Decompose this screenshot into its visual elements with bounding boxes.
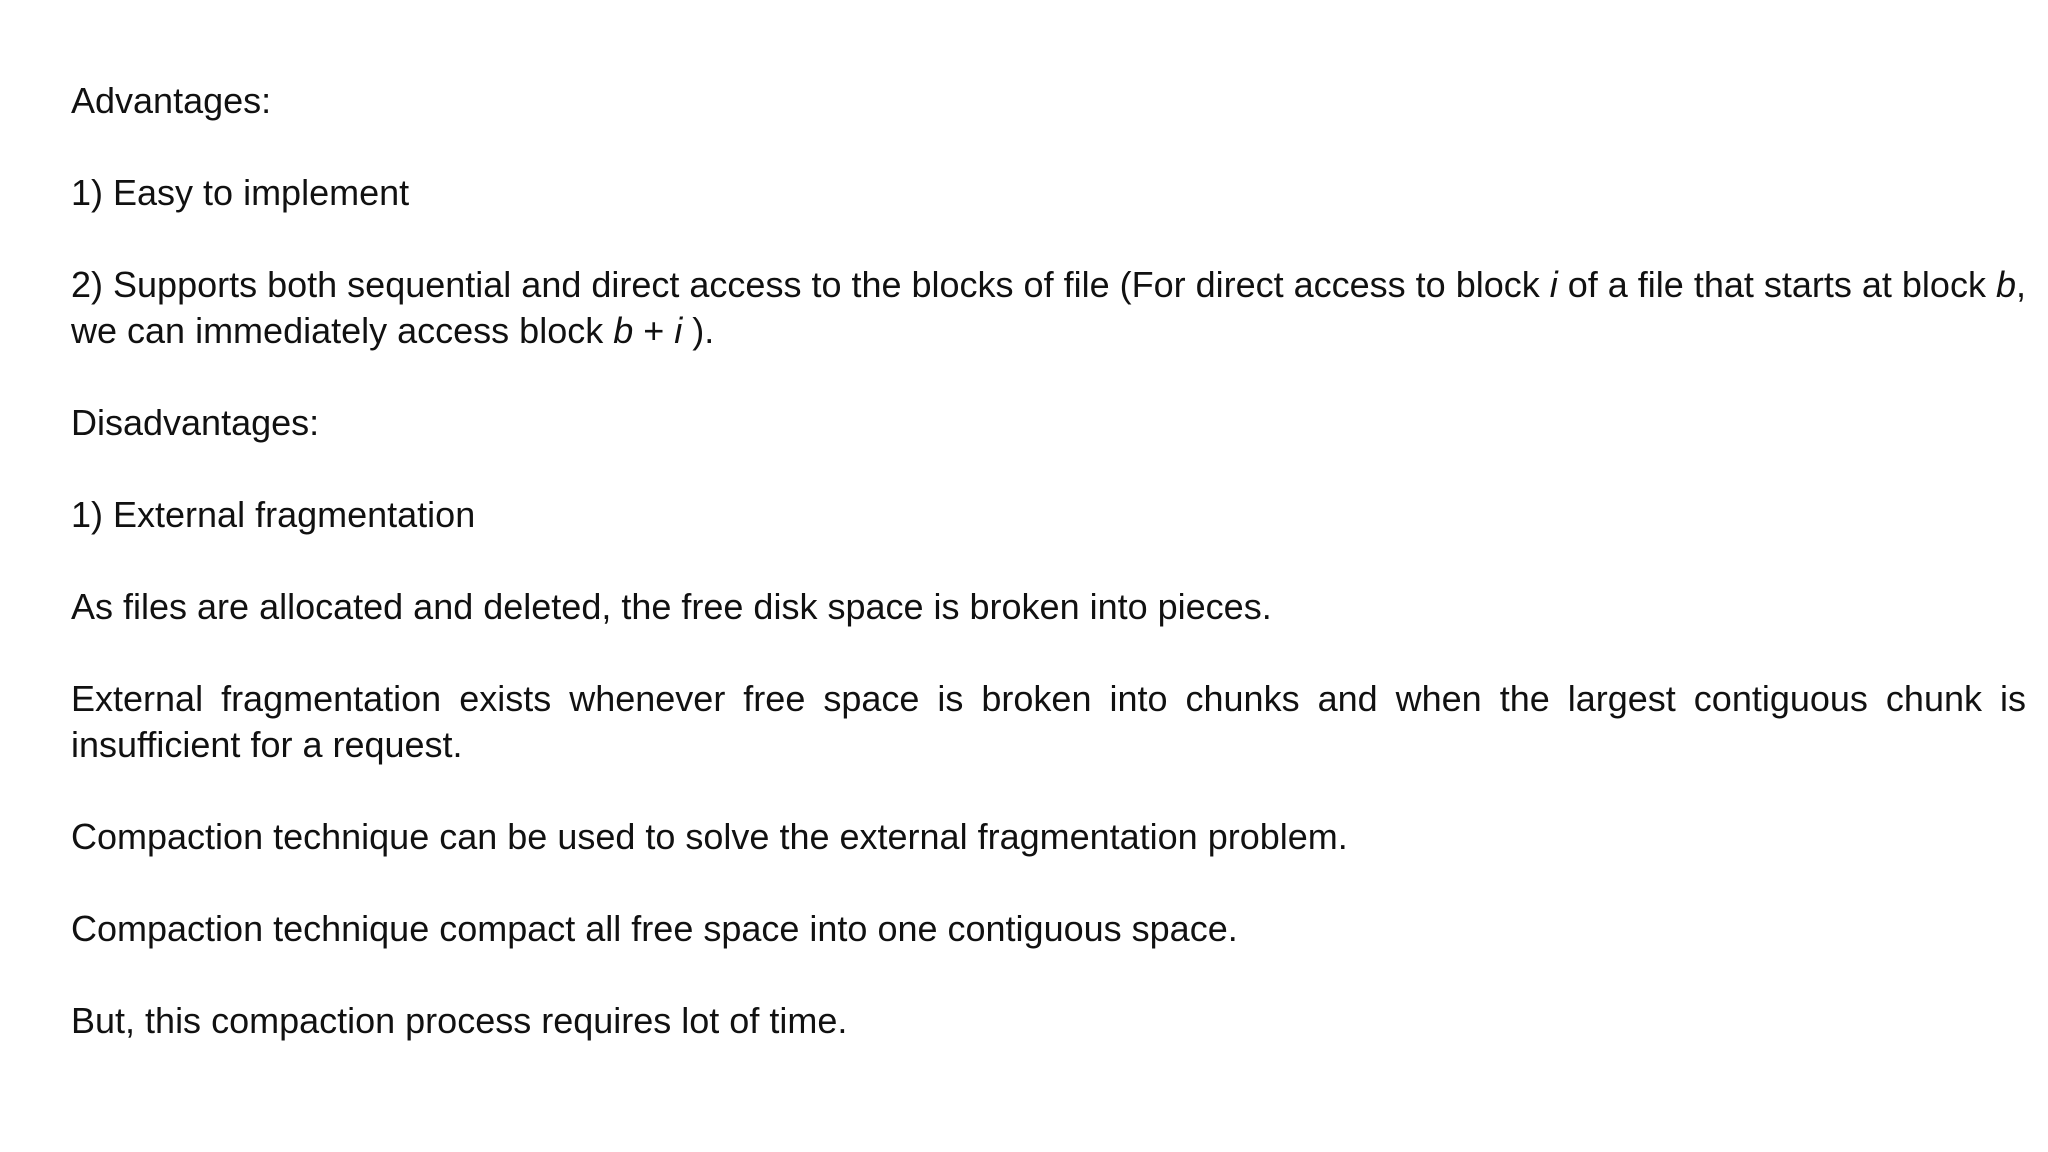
variable-b: b — [1995, 264, 2016, 305]
advantage-item-1: 1) Easy to implement — [71, 172, 410, 213]
compaction-description: Compaction technique compact all free space into one contiguous space. — [71, 908, 1238, 949]
variable-b-expression: b — [613, 310, 634, 351]
compaction-solution: Compaction technique can be used to solve the external fragmentation problem. — [71, 816, 1348, 857]
disadvantages-heading: Disadvantages: — [71, 402, 320, 443]
advantage-item-2-text-1: 2) Supports both sequential and direct access to the blocks of file (For direct access to block — [71, 264, 1550, 305]
advantage-item-2-plus: + — [633, 310, 675, 351]
advantage-item-2-text-2: of a file that starts at block — [1557, 264, 1996, 305]
fragmentation-description: As files are allocated and deleted, the free disk space is broken into pieces. — [71, 586, 1272, 627]
document-page — [71, 78, 2026, 1044]
advantage-item-2-text-4: ). — [682, 310, 715, 351]
compaction-cost: But, this compaction process requires lot of time. — [71, 1000, 848, 1041]
advantage-item-2 — [71, 262, 2026, 354]
variable-i: i — [1549, 264, 1558, 305]
advantages-heading: Advantages: — [71, 80, 272, 121]
disadvantage-item-1: 1) External fragmentation — [71, 494, 476, 535]
advantage-item-2-text-3: , we can immediately access block — [71, 264, 2027, 351]
fragmentation-definition: External fragmentation exists whenever free space is broken into chunks and when the largest contiguous chunk is insufficient for a request. — [71, 678, 2026, 765]
variable-i-expression: i — [674, 310, 683, 351]
